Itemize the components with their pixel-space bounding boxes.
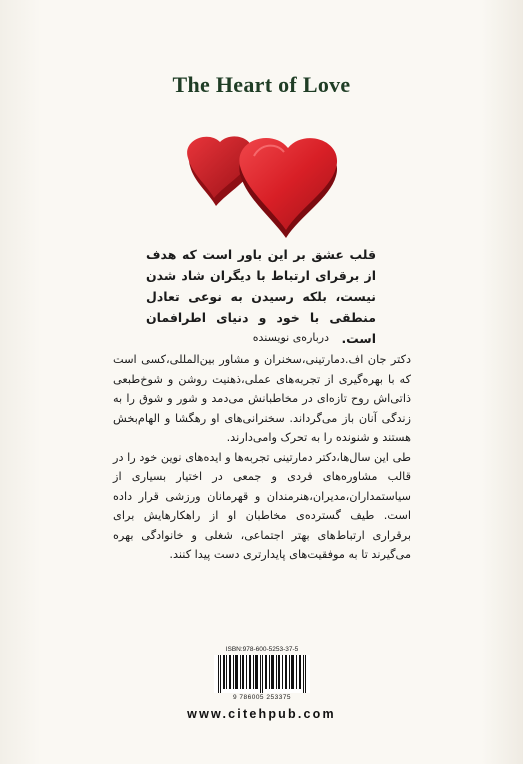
bio-paragraph: طی این سال‌ها،دکتر دمارتینی تجربه‌ها و ایده‌های نوین خود را در قالب مشاوره‌های فردی و جمعی در اختیار بسیاری از سیاستمداران،مدیران،هنرمندان و قهرمانان ورزشی قرار داده است. طیف گسترده‌ی مخاطبان او از راهکارهایش برای برقراری ارتباط‌های بهتر اجتماعی، شغلی و خانوادگی بهره می‌گیرند تا به موفقیت‌های پایدارتری دست پیدا کنند. — [113, 450, 411, 561]
publisher-website: www.citehpub.com — [187, 707, 336, 721]
book-title: The Heart of Love — [172, 72, 351, 97]
isbn-block — [214, 646, 310, 701]
barcode-icon — [214, 655, 310, 693]
barcode-number: 9 786005 253375 — [232, 694, 292, 701]
isbn-label: ISBN:978-600-5253-37-5 — [225, 646, 299, 653]
intro-text: قلب عشق بر این باور است که هدف از برقرای ارتباط با دیگران شاد شدن نیست، بلکه رسیدن به نوعی تعادل منطقی با خود و دنیای اطرافمان است. — [146, 247, 376, 346]
hearts-image — [176, 126, 348, 238]
about-author-heading: درباره‌ی نویسنده — [252, 331, 329, 344]
bio-paragraph: دکتر جان اف.دمارتینی،سخنران و مشاور بین‌المللی،کسی است که با بهره‌گیری از تجربه‌های عملی،ذهنیت روشن و شوخ‌طبعی ذاتی‌اش روح تازه‌ای در مخاطبانش می‌دمد و شور و شوق را به زندگی آنان باز می‌گرداند. سخنرانی‌های او رهگشا و الهام‌بخش هستند و شنونده را به تحرک وامی‌دارند. — [113, 353, 411, 444]
author-bio — [113, 350, 411, 565]
